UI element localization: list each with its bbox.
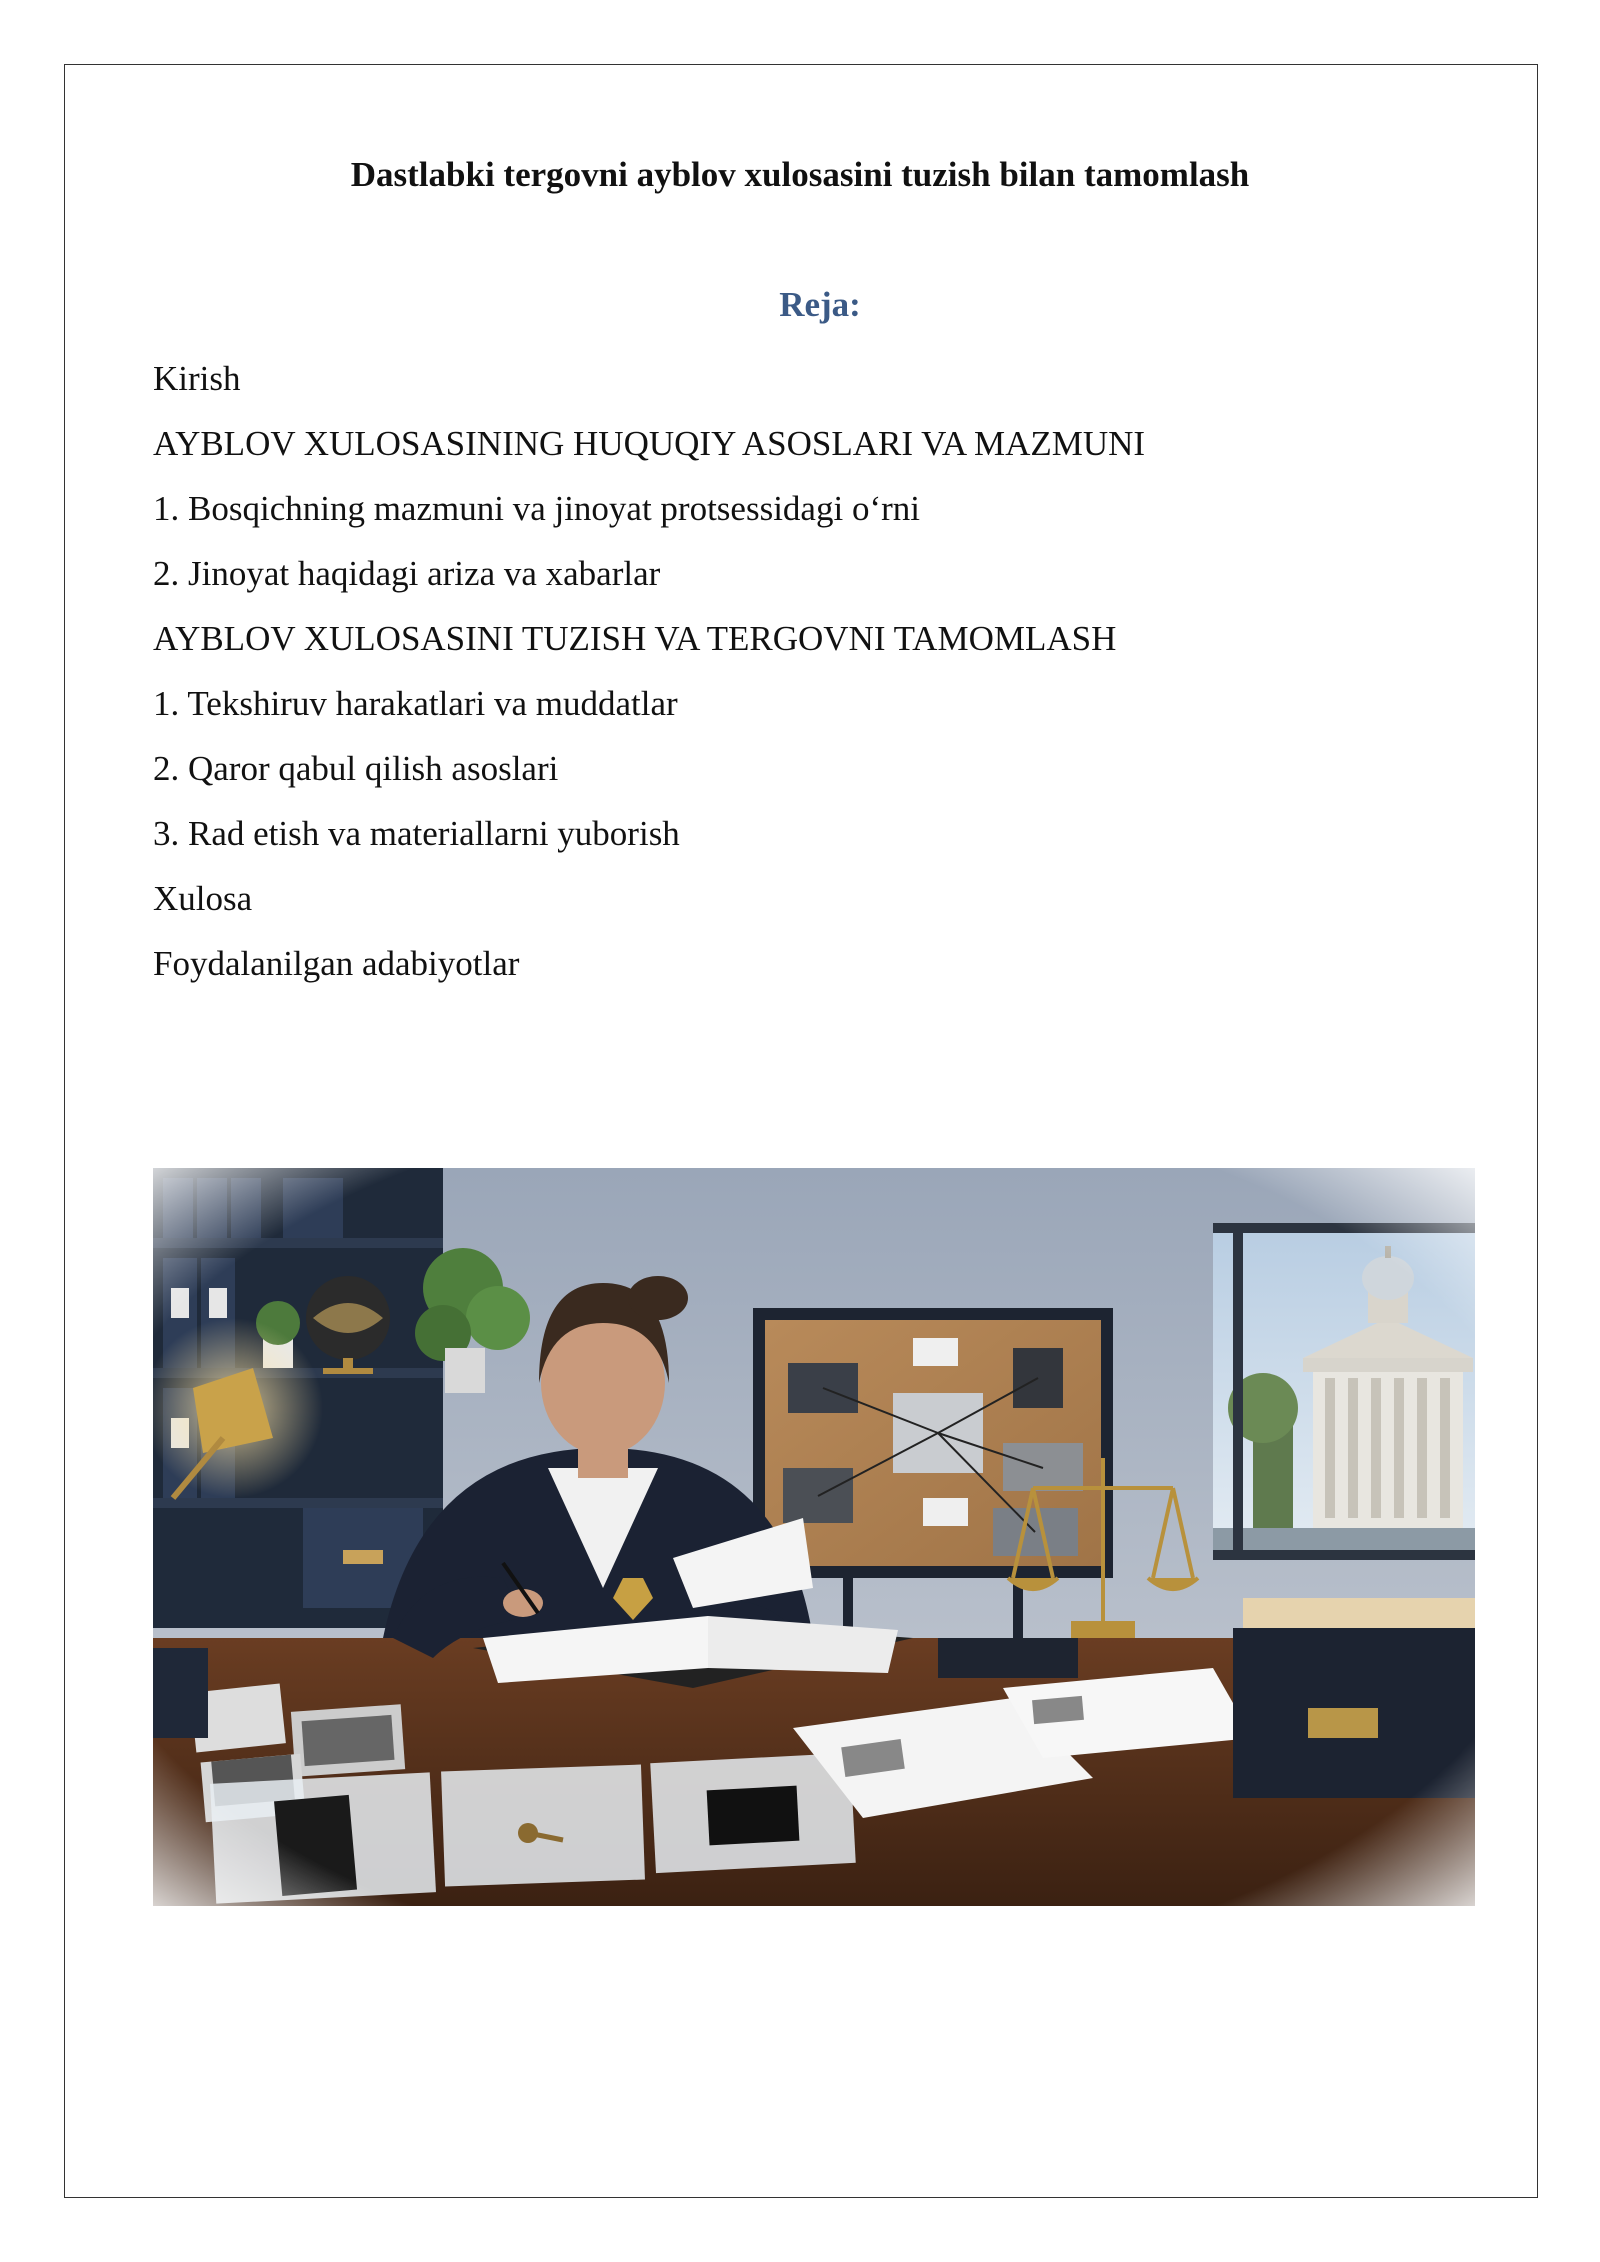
pen-holder bbox=[153, 1648, 208, 1738]
plan-item-section-2: AYBLOV XULOSASINI TUZISH VA TERGOVNI TAMOMLASH bbox=[153, 619, 1117, 658]
plan-item-conclusion: Xulosa bbox=[153, 879, 253, 918]
plan-item-section-2-1: 1. Tekshiruv harakatlari va muddatlar bbox=[153, 684, 678, 723]
file-box bbox=[1233, 1598, 1475, 1798]
closed-notebook bbox=[938, 1638, 1078, 1678]
plan-item-section-1-2: 2. Jinoyat haqidagi ariza va xabarlar bbox=[153, 554, 661, 593]
plan-heading: Reja: bbox=[779, 285, 861, 324]
plan-item-section-2-3: 3. Rad etish va materiallarni yuborish bbox=[153, 814, 680, 853]
window-view bbox=[1213, 1223, 1475, 1560]
plan-item-section-2-2: 2. Qaror qabul qilish asoslari bbox=[153, 749, 559, 788]
plan-item-introduction: Kirish bbox=[153, 359, 241, 398]
document-title: Dastlabki tergovni ayblov xulosasini tuzish bilan tamomlash bbox=[350, 155, 1250, 194]
plan-list bbox=[153, 346, 1145, 996]
plan-item-section-1: AYBLOV XULOSASINING HUQUQIY ASOSLARI VA MAZMUNI bbox=[153, 424, 1146, 463]
investigator-office-illustration bbox=[153, 1168, 1475, 1906]
plan-item-section-1-1: 1. Bosqichning mazmuni va jinoyat protsessidagi o‘rni bbox=[153, 489, 920, 528]
plan-item-references: Foydalanilgan adabiyotlar bbox=[153, 944, 520, 983]
